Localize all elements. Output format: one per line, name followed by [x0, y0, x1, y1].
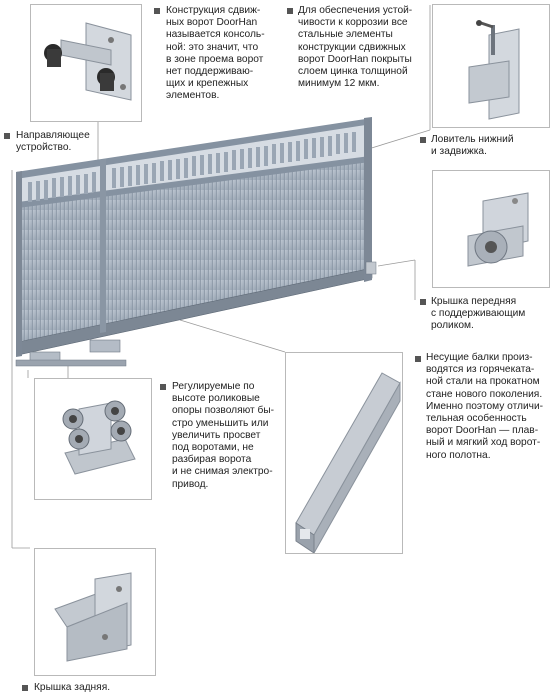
guide-text: Направляющее устройство. [16, 130, 90, 154]
rear-cap-box [34, 548, 156, 676]
bullet-guide [4, 133, 10, 139]
guide-device-box [30, 4, 142, 122]
rear-cap-text: Крышка задняя. [34, 682, 111, 693]
bullet-beams [415, 356, 421, 362]
front-cap-image [433, 171, 549, 287]
bullet-front-cap [420, 299, 426, 305]
roller-support-box [34, 378, 152, 500]
bullet-console [154, 8, 160, 14]
bullet-zinc [287, 8, 293, 14]
guide-rollers-image [31, 5, 141, 121]
console-text: Конструкция сдвиж- ных ворот DoorHan называется консоль- ной: это значит, что в зоне проема ворот нет поддерживаю- щих и крепежных элементов. [166, 5, 265, 102]
roller-support-image [35, 379, 151, 499]
rollers-text: Регулируемые по высоте роликовые опоры позволяют бы- стро уменьшить или увеличить просвет под воротами, не разбирая ворота и не снимая электро- привод. [172, 381, 275, 490]
rear-cap-image [35, 549, 155, 675]
catcher-box [432, 4, 550, 128]
bullet-rear-cap [22, 685, 28, 691]
steel-beam-image [286, 353, 402, 553]
bullet-rollers [160, 384, 166, 390]
front-cap-text: Крышка передняя с поддерживающим роликом. [431, 296, 526, 332]
bullet-catcher [420, 137, 426, 143]
catcher-latch-image [433, 5, 549, 127]
zinc-text: Для обеспечения устой- чивости к коррозии все стальные элементы конструкции сдвижных ворот DoorHan покрыты слоем цинка толщиной минимум 12 мкм. [298, 5, 413, 90]
catcher-text: Ловитель нижний и задвижка. [431, 134, 514, 158]
beams-text: Несущие балки произ- водятся из горячеката- ной стали на прокатном стане нового поколения. Именно поэтому отличи- тельная особенность ворот DoorHan — плав- ный и мягкий ход ворот- ного полотна. [426, 352, 544, 461]
beam-box [285, 352, 403, 554]
front-cap-box [432, 170, 550, 288]
